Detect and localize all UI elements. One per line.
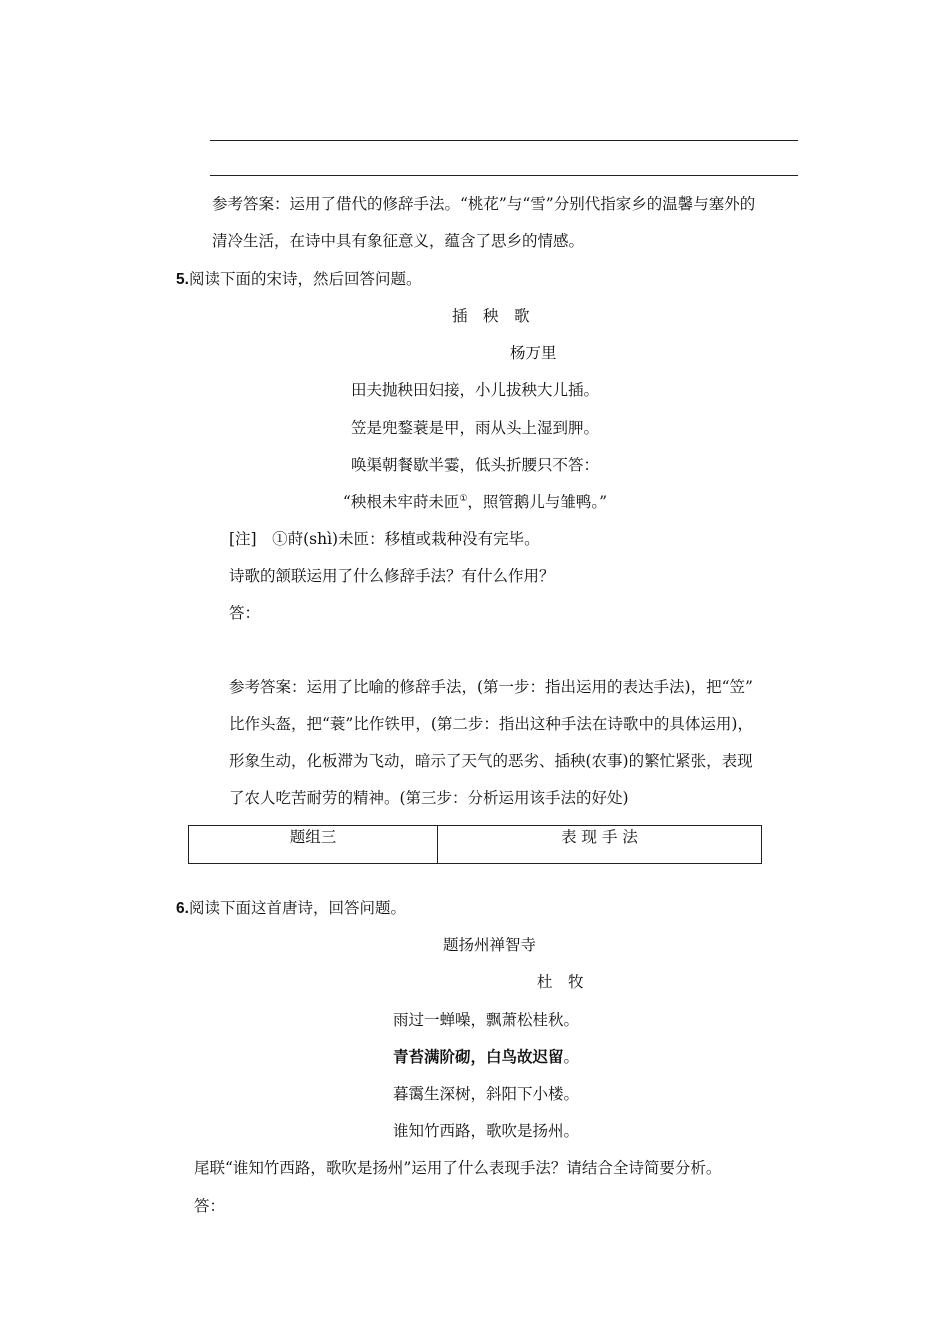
- answer-blank-line: [210, 140, 798, 141]
- answer-blank-line: [210, 175, 798, 176]
- q5-answer-line: 比作头盔，把“蓑”比作铁甲，(第二步：指出这种手法在诗歌中的具体运用)，: [229, 715, 753, 733]
- q6-poem-title: 题扬州禅智寺: [443, 936, 537, 954]
- q6-answer-label: 答：: [194, 1197, 226, 1215]
- q6-poem-author: 杜 牧: [537, 973, 584, 991]
- q5-poem-author: 杨万里: [510, 344, 557, 362]
- q4-answer-line-1: 参考答案：运用了借代的修辞手法。“桃花”与“雪”分别代指家乡的温馨与塞外的: [212, 195, 756, 213]
- q5-answer-label: 答：: [229, 604, 261, 622]
- q6-prompt: [176, 898, 406, 919]
- q4-answer-line-2: 清冷生活，在诗中具有象征意义，蕴含了思乡的情感。: [212, 232, 585, 250]
- q5-question: 诗歌的颔联运用了什么修辞手法？有什么作用？: [229, 567, 555, 585]
- q5-number: 5.: [176, 271, 189, 288]
- q5-poem-line-4a: “秧根未牢莳未匝: [342, 493, 460, 511]
- q6-poem-line: 暮霭生深树，斜阳下小楼。: [393, 1085, 580, 1103]
- q5-poem-line: [0, 492, 950, 512]
- section-topic-cell: 表 现 手 法: [438, 826, 762, 864]
- q5-poem-title: 插 秧 歌: [452, 307, 530, 325]
- q5-poem-line: 田夫抛秧田妇接，小儿拔秧大儿插。: [350, 381, 599, 399]
- q6-poem-line: 雨过一蝉噪，飘萧松桂秋。: [393, 1011, 580, 1029]
- q6-prompt-text: 阅读下面这首唐诗，回答问题。: [188, 899, 406, 917]
- q5-poem-line-4b: ，照管鹅儿与雏鸭。”: [467, 493, 608, 511]
- q5-answer-line: 参考答案：运用了比喻的修辞手法，(第一步：指出运用的表达手法)，把“笠”: [229, 678, 753, 696]
- q6-poem-line-2-bold: 青苔满阶砌，白鸟故迟留: [393, 1047, 564, 1066]
- q6-poem-line-2-end: 。: [563, 1048, 580, 1066]
- q5-answer-line: 了农人吃苦耐劳的精神。(第三步：分析运用该手法的好处): [229, 789, 629, 807]
- q5-answer-line: 形象生动，化板滞为飞动，暗示了天气的恶劣、插秧(农事)的繁忙紧张，表现: [229, 752, 753, 770]
- q6-number: 6.: [176, 900, 189, 917]
- section-group-cell: 题组三: [189, 826, 438, 864]
- q5-poem-line: 唤渠朝餐歇半霎，低头折腰只不答：: [350, 456, 599, 474]
- q6-poem-line: [393, 1047, 579, 1067]
- footnote-marker: ①: [459, 493, 468, 504]
- q5-prompt-text: 阅读下面的宋诗，然后回答问题。: [188, 270, 422, 288]
- q6-poem-line: 谁知竹西路，歌吹是扬州。: [393, 1122, 580, 1140]
- q6-question: 尾联“谁知竹西路，歌吹是扬州”运用了什么表现手法？请结合全诗简要分析。: [194, 1159, 722, 1177]
- q5-prompt: [176, 269, 421, 290]
- section-header-table: [188, 825, 762, 864]
- q5-poem-line: 笠是兜鍪蓑是甲，雨从头上湿到胛。: [350, 419, 599, 437]
- q5-note: [注] ①莳(shì)未匝：移植或栽种没有完毕。: [229, 530, 540, 548]
